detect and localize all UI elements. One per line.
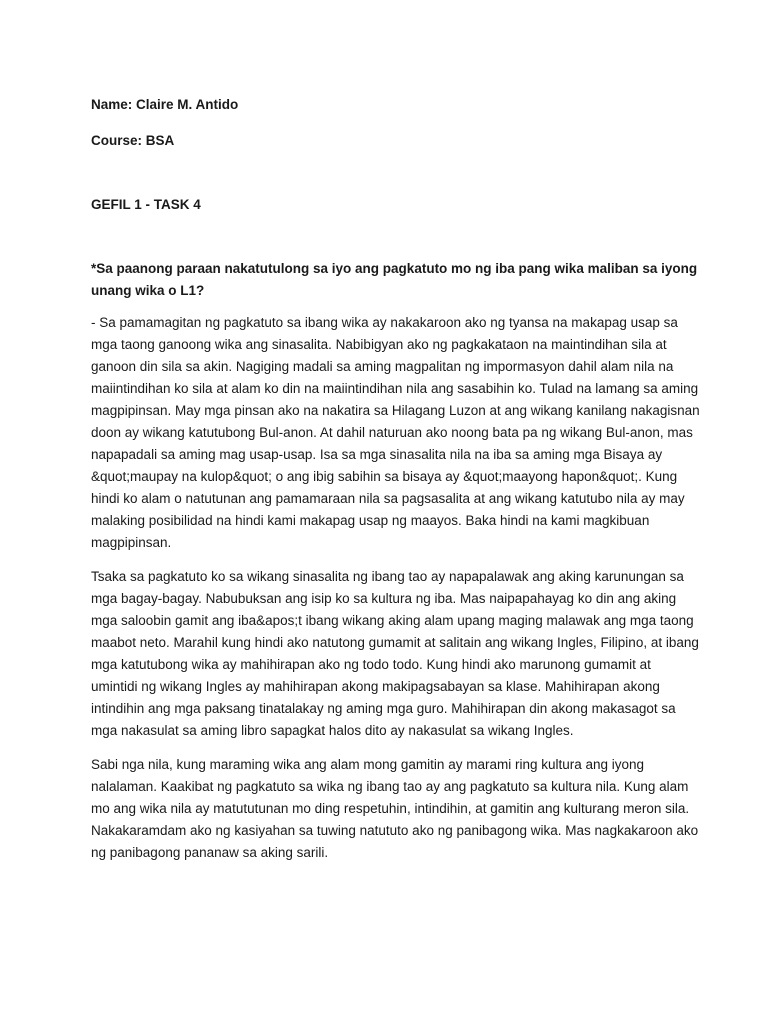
question-prompt: *Sa paanong paraan nakatutulong sa iyo ang pagkatuto mo ng iba pang wika maliban sa iyong unang wika o L1? [91,261,698,298]
answer-paragraph-3: Sabi nga nila, kung maraming wika ang alam mong gamitin ay marami ring kultura ang iyong nalalaman. Kaakibat ng pagkatuto sa wika ng ibang tao ay ang pagkatuto sa kultura nila. Kung alam mo ang wika nila ay matututunan mo ding respetuhin, intindihin, at gamitin ang kulturang meron sila. Nakakaramdam ako ng kasiyahan sa tuwing natututo ako ng panibagong wika. Mas nagkakaroon ako ng panibagong pananaw sa aking sarili. [91,757,699,860]
answer-paragraph-1: - Sa pamamagitan ng pagkatuto sa ibang wika ay nakakaroon ako ng tyansa na makapag usap sa mga taong ganoong wika ang sinasalita. Nabibigyan ako ng pagkakataon na maintindihan sila at ganoon din sila sa akin. Nagiging madali sa aming magpalitan ng impormasyon dahil alam nila na maiintindihan ko sila at alam ko din na maiintindihan nila ang sasabihin ko. Tulad na lamang sa aming magpipinsan. May mga pinsan ako na nakatira sa Hilagang Luzon at ang wikang kanilang nakagisnan doon ay wikang katutubong Bul-anon. At dahil naturuan ako noong bata pa ng wikang Bul-anon, mas napapadali sa aming mag usap-usap. Isa sa mga sinasalita nila na iba sa aming mga Bisaya ay &quot;maupay na kulop&quot; o ang ibig sabihin sa bisaya ay &quot;maayong hapon&quot;. Kung hindi ko alam o natutunan ang pamamaraan nila sa pagsasalita at ang wikang katutubo nila ay may malaking posibilidad na hindi kami makapag usap ng maayos. Baka hindi na kami magkibuan magpipinsan. [91,315,700,550]
task-title: GEFIL 1 - TASK 4 [91,197,201,212]
answer-paragraph-2: Tsaka sa pagkatuto ko sa wikang sinasalita ng ibang tao ay napapalawak ang aking karunungan sa mga bagay-bagay. Nabubuksan ang isip ko sa kultura ng iba. Mas naipapahayag ko din ang aking mga saloobin gamit ang iba&apos;t ibang wikang aking alam upang maging malawak ang mga taong maabot neto. Marahil kung hindi ako natutong gumamit at salitain ang wikang Ingles, Filipino, at ibang mga katutubong wika ay mahihirapan ako ng todo todo. Kung hindi ako marunong gumamit at umintidi ng wikang Ingles ay mahihirapan akong makipagsabayan sa klase. Mahihirapan akong intindihin ang mga paksang tinatalakay ng aming mga guro. Mahihirapan din akong makasagot sa mga nakasulat sa aming libro sapagkat halos dito ay nakasulat sa wikang Ingles. [91,569,699,738]
course-label: Course: BSA [91,133,175,148]
student-name: Name: Claire M. Antido [91,97,239,112]
